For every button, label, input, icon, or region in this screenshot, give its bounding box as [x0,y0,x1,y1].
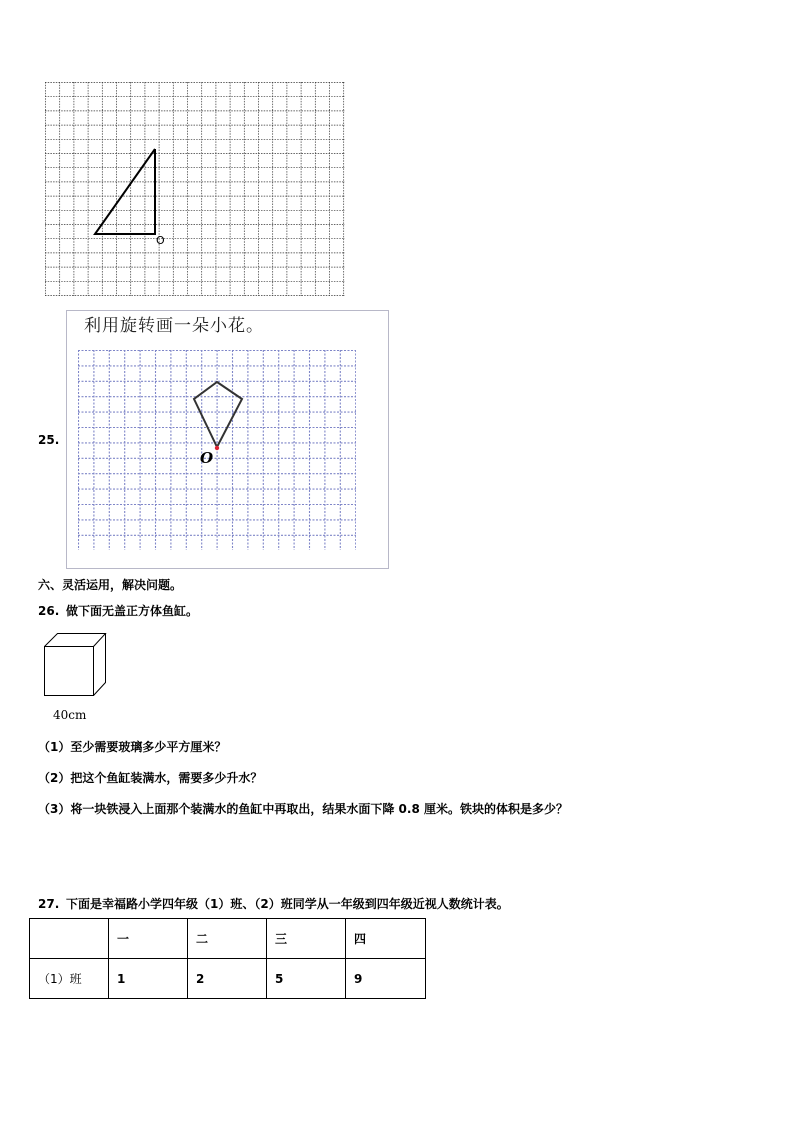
section-6-heading: 六、灵活运用，解决问题。 [38,578,183,592]
table-cell: 9 [346,959,426,999]
table-cell: 5 [267,959,346,999]
table-cell: 2 [188,959,267,999]
table-cell: （1）班 [30,959,109,999]
question-26-sub-1: （1）至少需要玻璃多少平方厘米？ [38,740,227,754]
triangle-grid-figure [45,82,345,296]
question-26-sub-3: （3）将一块铁浸入上面那个装满水的鱼缸中再取出，结果水面下降 0.8 厘米。铁块的体积是多少？ [38,802,568,816]
flower-image-title: 利用旋转画一朵小花。 [84,316,264,336]
table-header-cell: 四 [346,919,426,959]
table-header-cell [30,919,109,959]
vertex-label-o: O [156,234,165,247]
table-header-row [30,919,426,959]
rotation-point-label: O [200,449,214,467]
table-header-cell: 三 [267,919,346,959]
rotation-center-dot [215,446,219,450]
myopia-stats-table [29,918,426,999]
question-26-number: 26. [38,604,60,618]
question-27-number: 27. [38,897,60,911]
flower-grid [78,350,356,550]
question-26-prompt: 做下面无盖正方体鱼缸。 [66,604,199,618]
cube-edge-label: 40cm [53,708,87,722]
table-row [30,959,426,999]
table-cell: 1 [109,959,188,999]
question-27-prompt: 下面是幸福路小学四年级（1）班、（2）班同学从一年级到四年级近视人数统计表。 [66,897,509,911]
question-26-sub-2: （2）把这个鱼缸装满水，需要多少升水？ [38,771,263,785]
triangle-shape [95,149,155,234]
table-header-cell: 二 [188,919,267,959]
question-25-number: 25. [38,433,60,447]
cube-figure [42,632,108,698]
table-header-cell: 一 [109,919,188,959]
kite-shape [194,382,242,447]
